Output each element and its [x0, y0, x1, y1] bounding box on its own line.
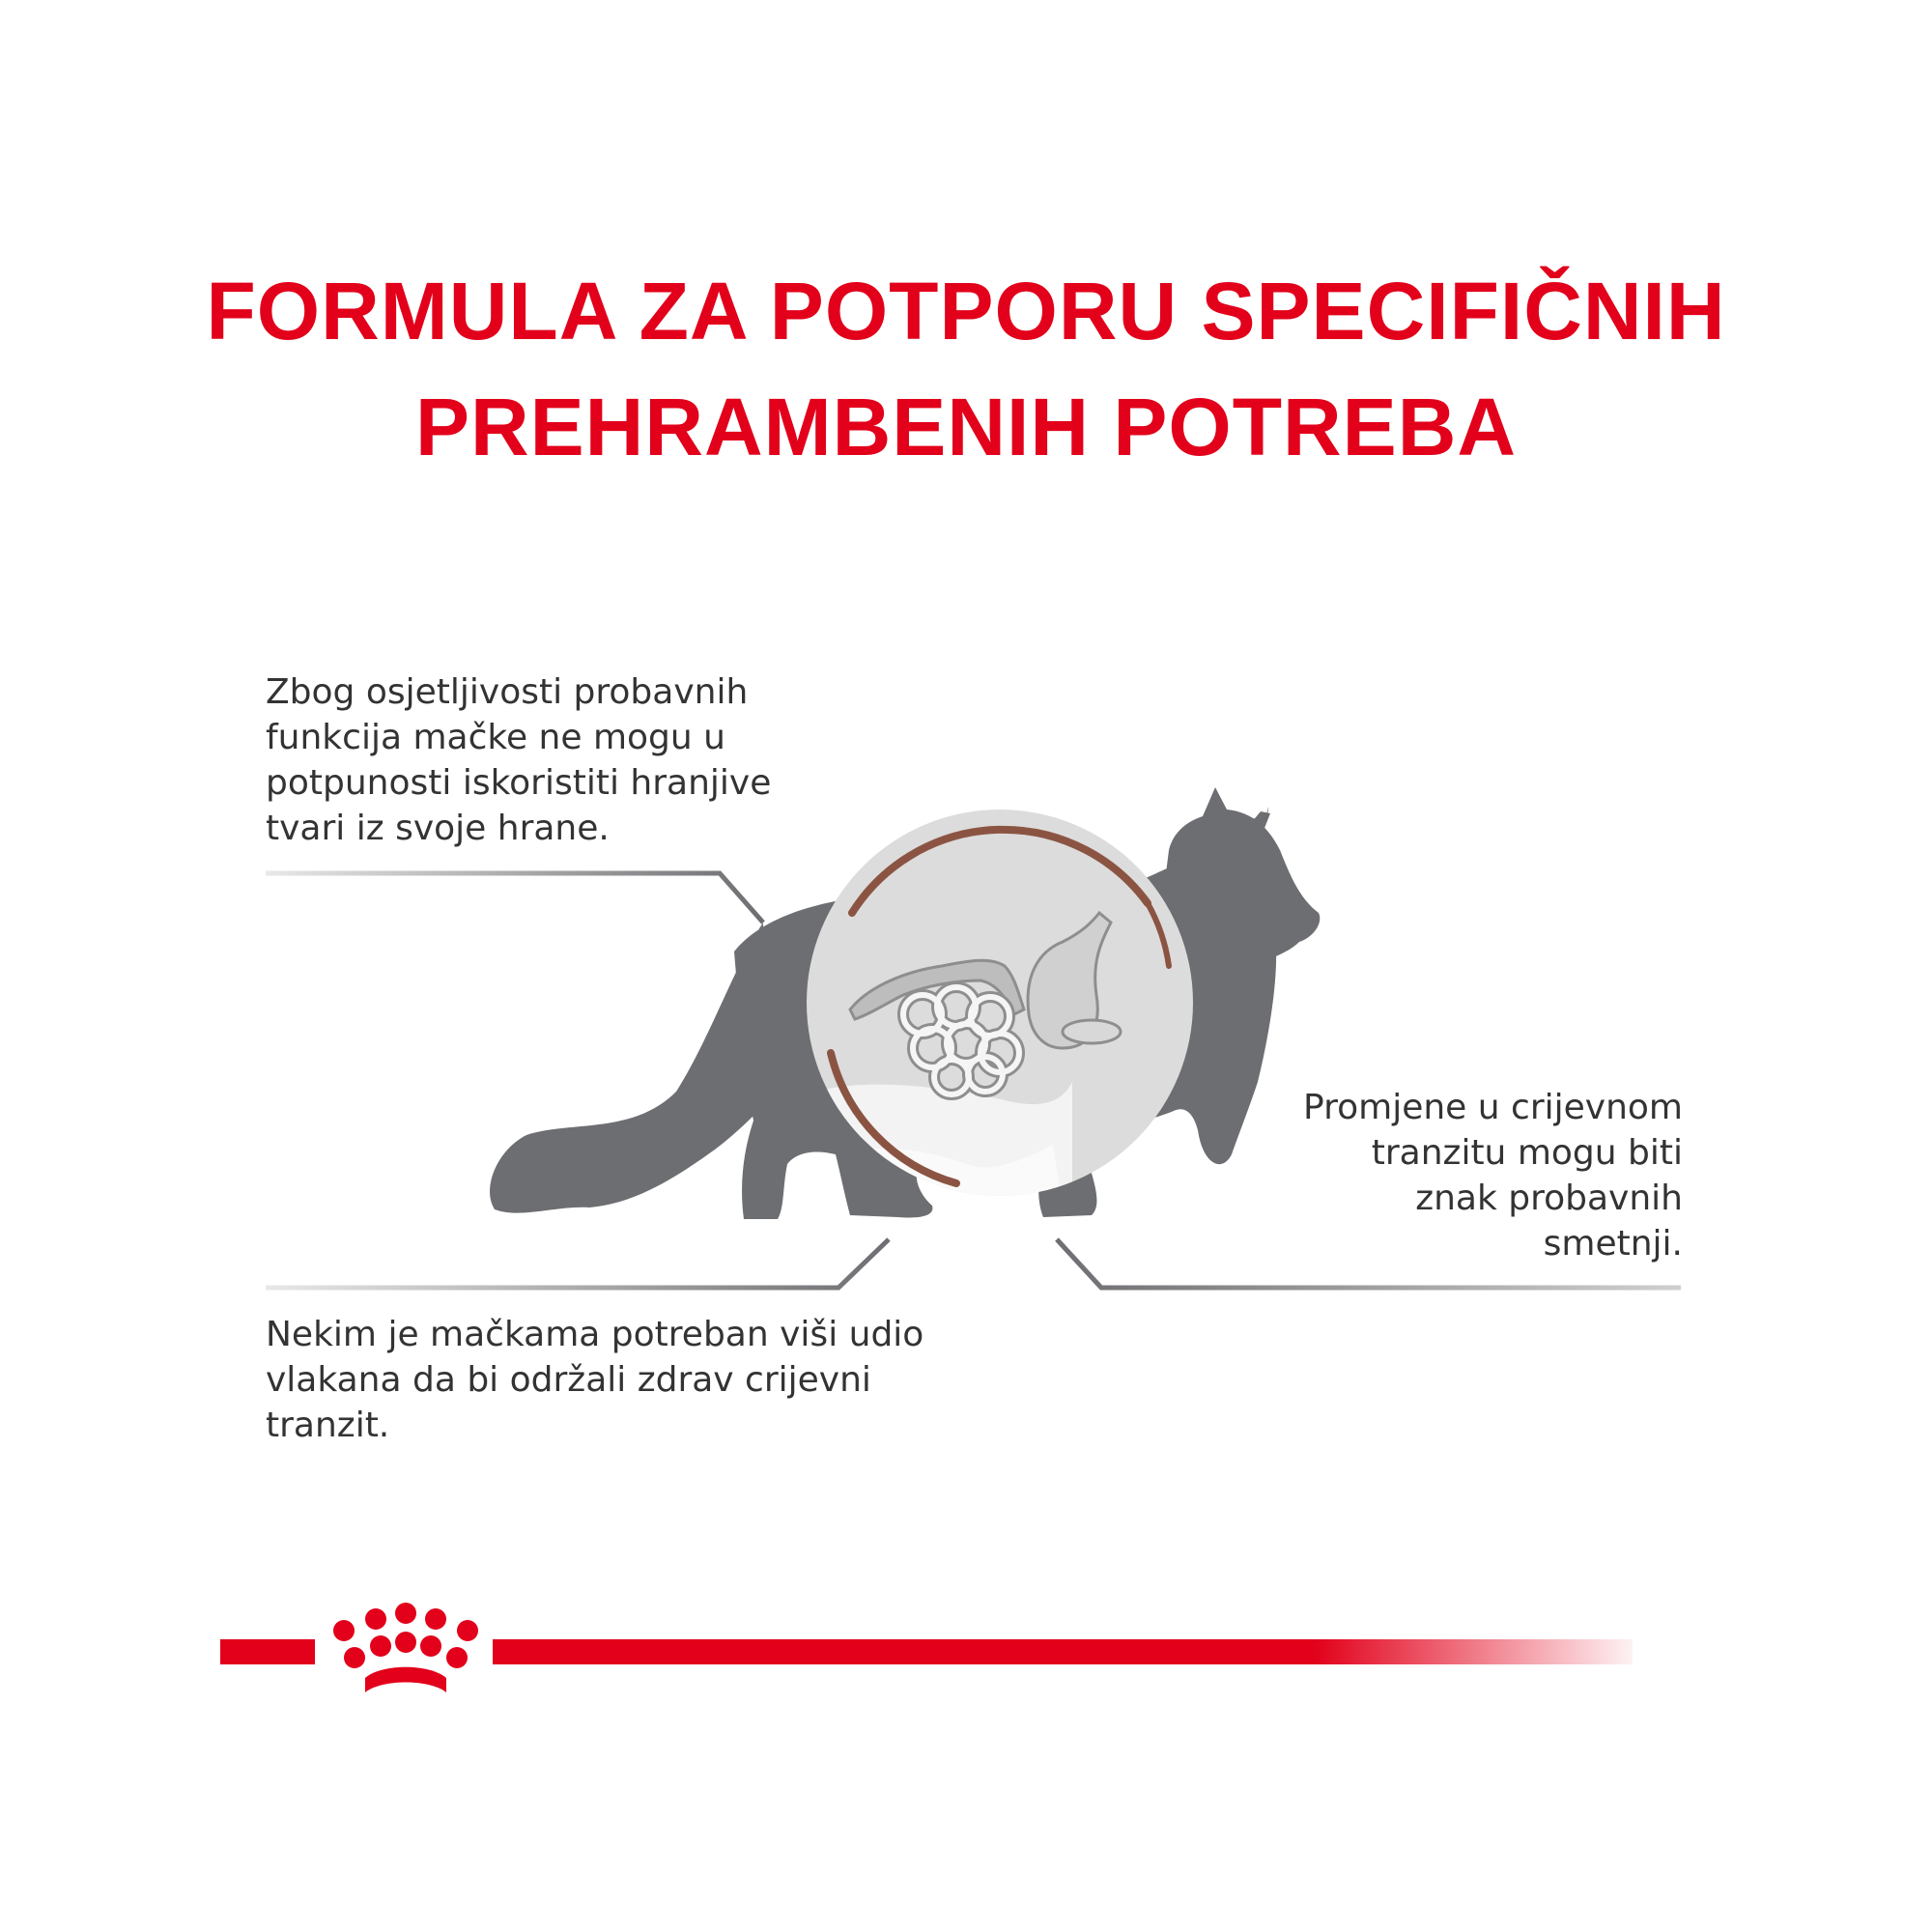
- callout-line: Promjene u crijevnom: [1303, 1088, 1683, 1127]
- callout-line: potpunosti iskoristiti hranjive: [266, 763, 772, 803]
- callout-line: Nekim je mačkama potreban viši udio: [266, 1315, 924, 1354]
- callout-line: tranzit.: [266, 1406, 390, 1445]
- callout-line: vlakana da bi održali zdrav crijevni: [266, 1360, 871, 1400]
- leader-line-top-left: [266, 873, 763, 923]
- title-line-1: FORMULA ZA POTPORU SPECIFIČNIH: [206, 266, 1726, 356]
- callout-line: Zbog osjetljivosti probavnih: [266, 672, 749, 712]
- callout-line: tvari iz svoje hrane.: [266, 809, 610, 848]
- callout-line: tranzitu mogu biti: [1371, 1133, 1683, 1173]
- crown-logo-icon: [333, 1603, 478, 1692]
- title-line-2: PREHRAMBENIH POTREBA: [414, 382, 1518, 472]
- callout-line: znak probavnih: [1415, 1179, 1683, 1218]
- callout-line: smetnji.: [1543, 1224, 1683, 1264]
- leader-line-right: [1057, 1239, 1681, 1288]
- leader-line-bottom-left: [266, 1239, 889, 1288]
- callout-line: funkcija mačke ne mogu u: [266, 718, 725, 757]
